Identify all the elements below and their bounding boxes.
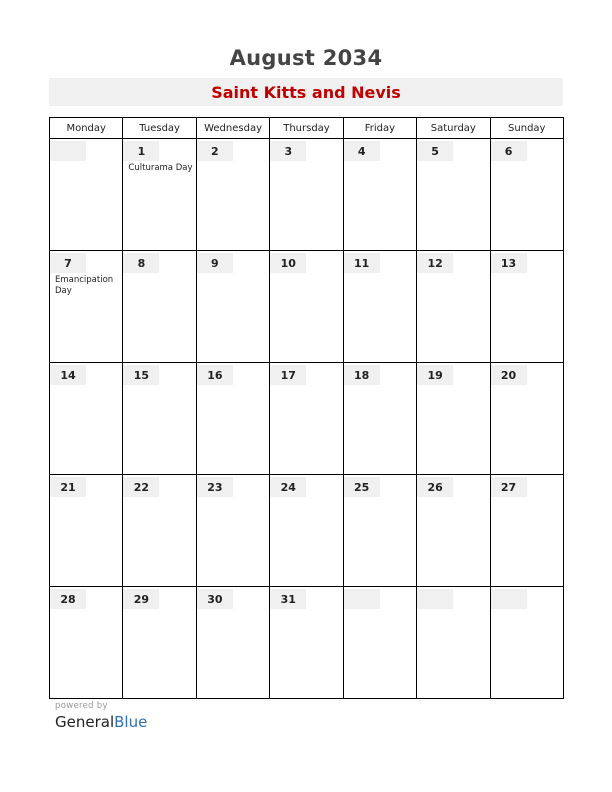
week-row xyxy=(50,475,564,587)
weekday-header-row xyxy=(50,118,564,139)
week-row xyxy=(50,363,564,475)
day-cell xyxy=(417,251,490,363)
day-number: 5 xyxy=(417,141,453,161)
weekday-header: Monday xyxy=(50,118,123,139)
day-number: 19 xyxy=(417,365,453,385)
day-cell xyxy=(270,139,343,251)
weekday-header: Wednesday xyxy=(196,118,269,139)
day-number: 29 xyxy=(123,589,159,609)
day-number: 1 xyxy=(123,141,159,161)
day-number: 9 xyxy=(197,253,233,273)
day-cell xyxy=(343,475,416,587)
day-number: 10 xyxy=(270,253,306,273)
week-row xyxy=(50,139,564,251)
day-number: 6 xyxy=(491,141,527,161)
day-cell xyxy=(270,587,343,699)
day-number: 28 xyxy=(50,589,86,609)
day-cell xyxy=(123,475,196,587)
day-number: 21 xyxy=(50,477,86,497)
day-cell xyxy=(490,251,563,363)
brand-blue-text: Blue xyxy=(114,713,148,731)
day-cell xyxy=(417,363,490,475)
day-number: 24 xyxy=(270,477,306,497)
day-number: 22 xyxy=(123,477,159,497)
calendar-title: August 2034 xyxy=(229,46,383,70)
day-cell xyxy=(196,139,269,251)
day-number: 20 xyxy=(491,365,527,385)
day-number: 8 xyxy=(123,253,159,273)
day-cell xyxy=(490,475,563,587)
weekday-header: Friday xyxy=(343,118,416,139)
weekday-header: Saturday xyxy=(417,118,490,139)
day-cell xyxy=(196,251,269,363)
day-cell xyxy=(123,587,196,699)
weekday-header: Thursday xyxy=(270,118,343,139)
day-cell xyxy=(417,587,490,699)
day-number: 7 xyxy=(50,253,86,273)
day-cell xyxy=(50,139,123,251)
holiday-label: Emancipation Day xyxy=(55,275,114,296)
day-number: 26 xyxy=(417,477,453,497)
week-row xyxy=(50,251,564,363)
calendar-grid xyxy=(49,117,564,699)
day-number: 25 xyxy=(344,477,380,497)
day-cell xyxy=(343,251,416,363)
day-cell xyxy=(50,251,123,363)
day-cell xyxy=(196,587,269,699)
day-cell xyxy=(50,587,123,699)
day-number xyxy=(50,141,86,161)
day-number: 15 xyxy=(123,365,159,385)
day-number: 30 xyxy=(197,589,233,609)
day-number: 12 xyxy=(417,253,453,273)
brand-general-text: General xyxy=(55,713,115,731)
day-number xyxy=(344,589,380,609)
day-number: 14 xyxy=(50,365,86,385)
generalblue-logo[interactable] xyxy=(55,713,147,731)
day-cell xyxy=(343,587,416,699)
country-banner xyxy=(49,78,563,106)
day-number: 3 xyxy=(270,141,306,161)
day-number xyxy=(491,589,527,609)
week-row xyxy=(50,587,564,699)
day-cell xyxy=(123,363,196,475)
day-number: 2 xyxy=(197,141,233,161)
day-cell xyxy=(123,251,196,363)
day-number: 31 xyxy=(270,589,306,609)
day-cell xyxy=(417,475,490,587)
day-number: 23 xyxy=(197,477,233,497)
weekday-header: Tuesday xyxy=(123,118,196,139)
day-number: 11 xyxy=(344,253,380,273)
day-cell xyxy=(490,587,563,699)
footer-branding xyxy=(55,701,147,731)
day-cell xyxy=(50,363,123,475)
day-cell xyxy=(417,139,490,251)
day-cell xyxy=(490,139,563,251)
day-number: 16 xyxy=(197,365,233,385)
day-cell xyxy=(196,475,269,587)
day-number xyxy=(417,589,453,609)
day-cell xyxy=(490,363,563,475)
day-number: 27 xyxy=(491,477,527,497)
country-name: Saint Kitts and Nevis xyxy=(211,83,401,102)
day-cell xyxy=(270,363,343,475)
day-number: 4 xyxy=(344,141,380,161)
day-number: 18 xyxy=(344,365,380,385)
day-cell xyxy=(343,139,416,251)
holiday-label: Culturama Day xyxy=(128,163,193,173)
day-number: 17 xyxy=(270,365,306,385)
weekday-header: Sunday xyxy=(490,118,563,139)
day-cell xyxy=(343,363,416,475)
day-number: 13 xyxy=(491,253,527,273)
day-cell xyxy=(270,251,343,363)
day-cell xyxy=(123,139,196,251)
powered-by-label: powered by xyxy=(55,701,108,711)
day-cell xyxy=(270,475,343,587)
day-cell xyxy=(50,475,123,587)
day-cell xyxy=(196,363,269,475)
